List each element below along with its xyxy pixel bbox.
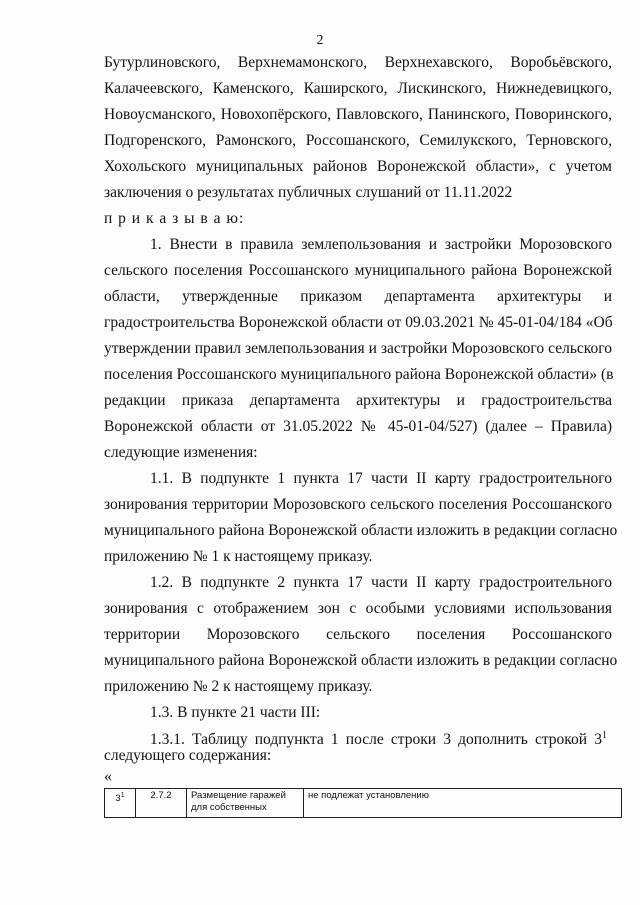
text-line: утверждении правил землепользования и застройки Морозовского сельского [104, 340, 612, 357]
text-line: Бутурлиновского, Верхнемамонского, Верхнехавского, Воробьёвского, [104, 54, 612, 71]
table-cell-code: 2.7.2 [136, 789, 187, 818]
text-line: приложению № 2 к настоящему приказу. [104, 678, 373, 695]
text-line: Воронежской области от 31.05.2022 № 45-01-04/527) (далее – Правила) [104, 418, 612, 435]
text-line: заключения о результатах публичных слушаний от 11.11.2022 [104, 184, 513, 201]
text-line: 1.3.1. Таблицу подпункта 1 после строки 3 дополнить строкой 3 [150, 731, 602, 749]
text-line: сельского поселения Россошанского муниципального района Воронежской [104, 262, 612, 279]
text-line: следующего содержания: [104, 747, 272, 764]
text-line: п р и к а з ы в а ю: [104, 210, 245, 227]
page-number: 2 [316, 33, 324, 48]
text-line: редакции приказа департамента архитектуры и градостроительства [104, 392, 612, 409]
text-line: Калачеевского, Каменского, Каширского, Лискинского, Нижнедевицкого, [104, 80, 612, 97]
text-line: 1.2. В подпункте 2 пункта 17 части II карту градостроительного [150, 574, 612, 591]
text-line: муниципального района Воронежской области изложить в редакции согласно [104, 652, 618, 669]
text-line: области, утвержденные приказом департамента архитектуры и [104, 288, 612, 305]
table-row [105, 789, 622, 818]
text-line: поселения Россошанского муниципального района Воронежской области» (в [104, 366, 614, 383]
text-line: муниципального района Воронежской области изложить в редакции согласно [104, 522, 618, 539]
text-line: Хохольского муниципальных районов Воронежской области», с учетом [104, 158, 612, 175]
text-line: Новоусманского, Новохопёрского, Павловского, Панинского, Поворинского, [104, 106, 612, 123]
text-line: 1.1. В подпункте 1 пункта 17 части II карту градостроительного [150, 470, 612, 487]
text-line: следующие изменения: [104, 444, 258, 461]
text-line: территории Морозовского сельского поселения Россошанского [104, 626, 612, 643]
text-line: 1.3. В пункте 21 части III: [150, 704, 321, 721]
text-line: Подгоренского, Рамонского, Россошанского, Семилукского, Терновского, [104, 132, 612, 149]
inserted-row-table [104, 788, 622, 818]
table-cell-name: Размещение гаражей для собственных [187, 789, 304, 818]
text-line: 1. Внести в правила землепользования и застройки Морозовского [150, 236, 612, 253]
text-line: приложению № 1 к настоящему приказу. [104, 548, 373, 565]
quote-mark: « [104, 768, 112, 785]
text-line: зонирования территории Морозовского сельского поселения Россошанского [104, 496, 612, 513]
table-cell-value: не подлежат установлению [304, 789, 622, 818]
text-line: градостроительства Воронежской области от 09.03.2021 № 45-01-04/184 «Об [104, 314, 613, 331]
superscript: 1 [602, 730, 607, 741]
table-cell-number: $3^1$ [105, 789, 136, 818]
text-line: зонирования с отображением зон с особыми условиями использования [104, 600, 612, 617]
